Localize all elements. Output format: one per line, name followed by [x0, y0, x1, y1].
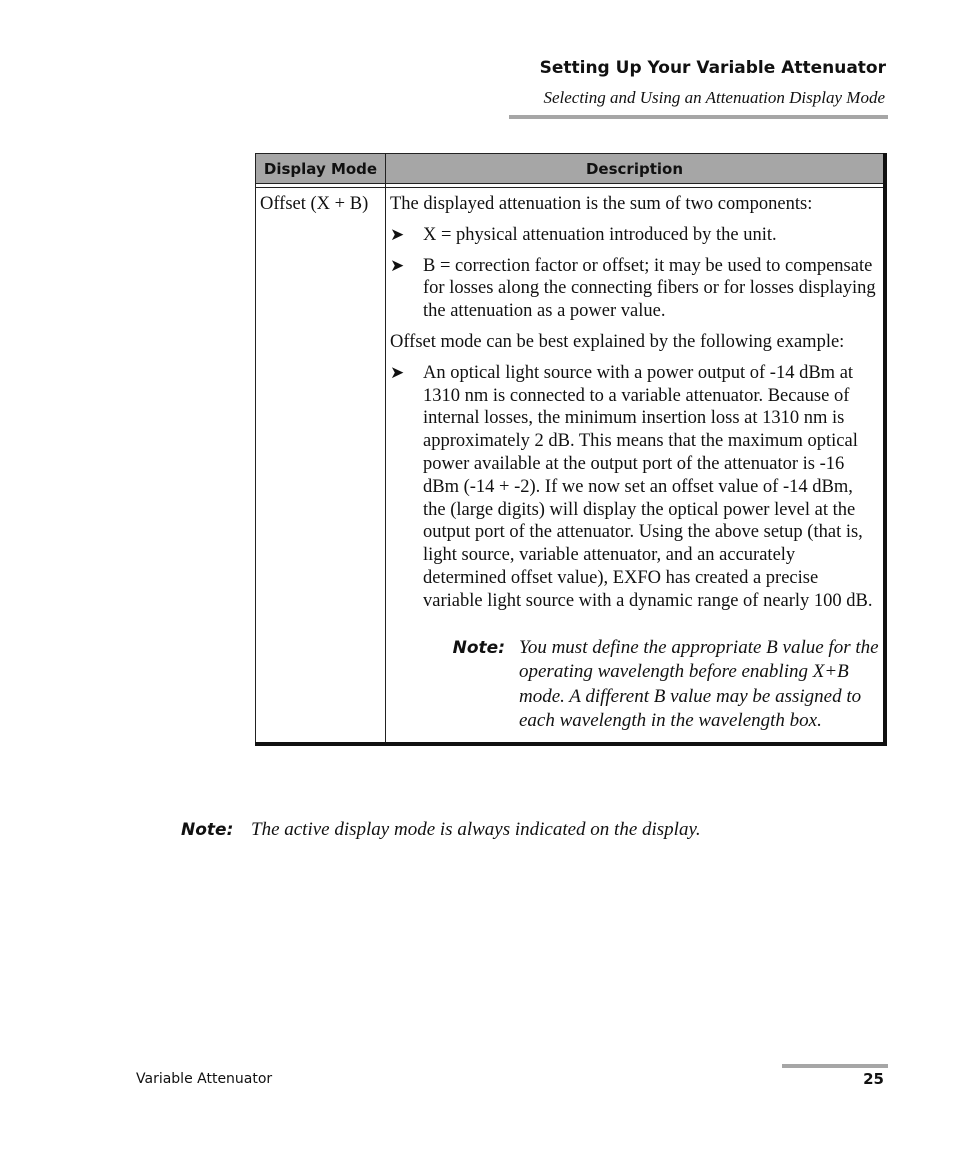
display-mode-table: [255, 153, 887, 746]
table-note-text: You must define the appropriate B value for the operating wavelength before enabling X+B mode. A different B value may be assigned to each wavelength in the wavelength box.: [519, 636, 879, 732]
page-note-text: The active display mode is always indicated on the display.: [251, 819, 701, 840]
example-text: An optical light source with a power output of -14 dBm at 1310 nm is connected to a variable attenuator. Because of internal losses, the minimum insertion loss at 1310 nm is approximately 2 dB. This means that the maximum optical power available at the output port of the attenuator is -16 dBm (-14 + -2). If we now set an offset value of -14 dBm, the (large digits) will display the optical power level at the output port of the attenuator. Using the above setup (that is, light source, variable attenuator, and an accurately determined offset value), EXFO has created a precise variable light source with a dynamic range of nearly 100 dB.: [423, 362, 873, 611]
page-note-label: Note:: [181, 820, 234, 840]
list-item: [390, 362, 879, 613]
table-note-label: Note:: [452, 637, 505, 658]
description-intro: The displayed attenuation is the sum of two components:: [390, 194, 813, 214]
column-header-display-mode: Display Mode: [256, 154, 386, 184]
header-title: Setting Up Your Variable Attenuator: [539, 58, 886, 78]
footer-rule: [782, 1064, 888, 1068]
arrowhead-icon: ➤: [390, 224, 405, 245]
page-number: 25: [863, 1070, 884, 1088]
header-rule: [509, 115, 888, 119]
mode-cell: Offset (X + B): [256, 188, 386, 744]
list-item: [390, 224, 879, 247]
arrowhead-icon: ➤: [390, 362, 405, 383]
table-header-row: [256, 154, 886, 184]
description-cell: [386, 188, 886, 744]
page-note: [181, 818, 701, 842]
arrowhead-icon: ➤: [390, 255, 405, 276]
bullet-text: B = correction factor or offset; it may be used to compensate for losses along the connecting fibers or for losses displaying the attenuation as a power value.: [423, 255, 876, 322]
header-subtitle: Selecting and Using an Attenuation Display Mode: [543, 88, 885, 107]
description-paragraph: Offset mode can be best explained by the following example:: [390, 331, 845, 352]
list-item: [390, 255, 879, 323]
bullet-text: X = physical attenuation introduced by the unit.: [423, 224, 777, 245]
table-row: [256, 188, 886, 744]
footer-document-title: Variable Attenuator: [136, 1071, 273, 1087]
table-note: [390, 636, 879, 734]
column-header-description: Description: [386, 154, 886, 184]
